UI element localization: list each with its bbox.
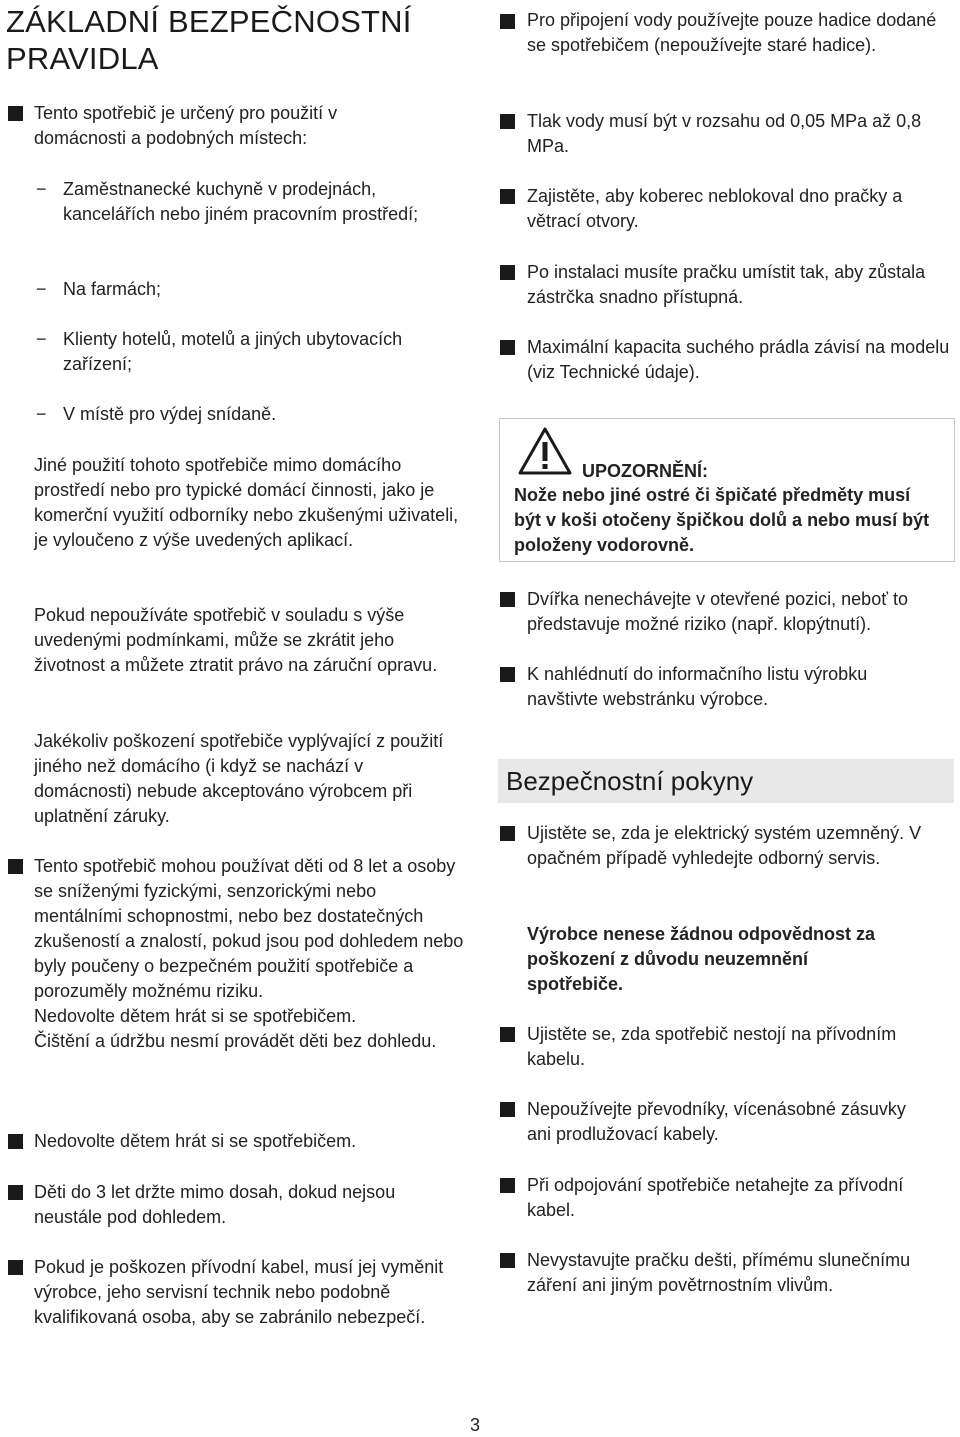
- square-bullet-icon: [500, 340, 515, 355]
- square-bullet-icon: [500, 265, 515, 280]
- page-number: 3: [470, 1415, 481, 1435]
- adapter-note: Nepoužívejte převodníky, vícenásobné zásuvky ani prodlužovací kabely.: [527, 1099, 906, 1144]
- product-info-note: K nahlédnutí do informačního listu výrobku navštivte webstránku výrobce.: [527, 664, 868, 709]
- page-title: ZÁKLADNÍ BEZPEČNOSTNÍ PRAVIDLA: [6, 4, 412, 76]
- section-header: [498, 759, 954, 803]
- dash-marker: −: [36, 404, 47, 424]
- dash-marker: −: [36, 279, 47, 299]
- warning-triangle-icon: [518, 427, 572, 475]
- warning-box: [499, 418, 955, 562]
- children-play: Nedovolte dětem hrát si se spotřebičem.: [34, 1131, 357, 1151]
- children-under-3: Děti do 3 let držte mimo dosah, dokud nejsou neustále pod dohledem.: [34, 1182, 396, 1227]
- square-bullet-icon: [500, 592, 515, 607]
- square-bullet-icon: [8, 1185, 23, 1200]
- load-capacity: Maximální kapacita suchého prádla závisí na modelu (viz Technické údaje).: [527, 337, 950, 382]
- usage-item-4: V místě pro výdej snídaně.: [63, 404, 277, 424]
- usage-item-2: Na farmách;: [63, 279, 162, 299]
- door-open-note: Dvířka nenechávejte v otevřené pozici, neboť to představuje možné riziko (např. klopýtnutí).: [527, 589, 908, 634]
- warning-text: Nože nebo jiné ostré či špičaté předměty musí být v koši otočeny špičkou dolů a nebo musí být položeny vodorovně.: [514, 485, 930, 555]
- carpet-note: Zajistěte, aby koberec neblokoval dno pračky a větrací otvory.: [527, 186, 903, 231]
- paragraph-other-use: Jiné použití tohoto spotřebiče mimo domácího prostředí nebo pro typické domácí činnosti, jako je komerční využití odborníky nebo zkušenými uživateli, je vyloučeno z výše uvedených aplikací.: [34, 455, 459, 550]
- square-bullet-icon: [500, 114, 515, 129]
- liability-note: Výrobce nenese žádnou odpovědnost za poškození z důvodu neuzemnění spotřebiče.: [527, 924, 876, 994]
- section-title: Bezpečnostní pokyny: [506, 766, 754, 796]
- weather-note: Nevystavujte pračku dešti, přímému slunečnímu záření ani jiným povětrnostním vlivům.: [527, 1250, 911, 1295]
- cable-placement: Ujistěte se, zda spotřebič nestojí na přívodním kabelu.: [527, 1024, 897, 1069]
- square-bullet-icon: [500, 189, 515, 204]
- paragraph-damage: Jakékoliv poškození spotřebiče vyplývající z použití jiného než domácího (i když se nachází v domácnosti) nebude akceptováno výrobcem při uplatnění záruky.: [34, 731, 444, 826]
- square-bullet-icon: [500, 14, 515, 29]
- damaged-cable: Pokud je poškozen přívodní kabel, musí jej vyměnit výrobce, jeho servisní technik nebo podobně kvalifikovaná osoba, aby se zabránilo nebezpečí.: [34, 1257, 444, 1327]
- square-bullet-icon: [500, 667, 515, 682]
- unplug-note: Při odpojování spotřebiče netahejte za přívodní kabel.: [527, 1175, 904, 1220]
- square-bullet-icon: [500, 1027, 515, 1042]
- square-bullet-icon: [500, 1253, 515, 1268]
- square-bullet-icon: [500, 826, 515, 841]
- square-bullet-icon: [8, 1260, 23, 1275]
- grounding-note: Ujistěte se, zda je elektrický systém uzemněný. V opačném případě vyhledejte odborný servis.: [527, 823, 922, 868]
- square-bullet-icon: [8, 1134, 23, 1149]
- water-pressure: Tlak vody musí být v rozsahu od 0,05 MPa až 0,8 MPa.: [527, 111, 922, 156]
- hose-note: Pro připojení vody používejte pouze hadice dodané se spotřebičem (nepoužívejte staré hadice).: [527, 10, 937, 55]
- paragraph-warranty: Pokud nepoužíváte spotřebič v souladu s výše uvedenými podmínkami, může se zkrátit jeho životnost a můžete ztratit právo na záruční opravu.: [34, 605, 438, 675]
- square-bullet-icon: [500, 1178, 515, 1193]
- square-bullet-icon: [500, 1102, 515, 1117]
- plug-access: Po instalaci musíte pračku umístit tak, aby zůstala zástrčka snadno přístupná.: [527, 262, 926, 307]
- square-bullet-icon: [8, 106, 23, 121]
- dash-marker: −: [36, 179, 47, 199]
- children-usage: Tento spotřebič mohou používat děti od 8 let a osoby se sníženými fyzickými, senzorickými nebo mentálními schopnostmi, nebo bez dostatečných zkušeností a znalostí, pokud jsou pod dohledem nebo byly poučeny o bezpečném použití spotřebiče a porozuměly možnému riziku. Nedovolte dětem hrát si se spotřebičem. Čištění a údržbu nesmí provádět děti bez dohledu.: [34, 856, 464, 1051]
- usage-item-3: Klienty hotelů, motelů a jiných ubytovacích zařízení;: [63, 329, 403, 374]
- square-bullet-icon: [8, 859, 23, 874]
- warning-title: UPOZORNĚNÍ:: [582, 461, 708, 481]
- usage-intro: Tento spotřebič je určený pro použití v domácnosti a podobných místech:: [34, 103, 338, 148]
- dash-marker: −: [36, 329, 47, 349]
- usage-item-1: Zaměstnanecké kuchyně v prodejnách, kancelářích nebo jiném pracovním prostředí;: [63, 179, 419, 224]
